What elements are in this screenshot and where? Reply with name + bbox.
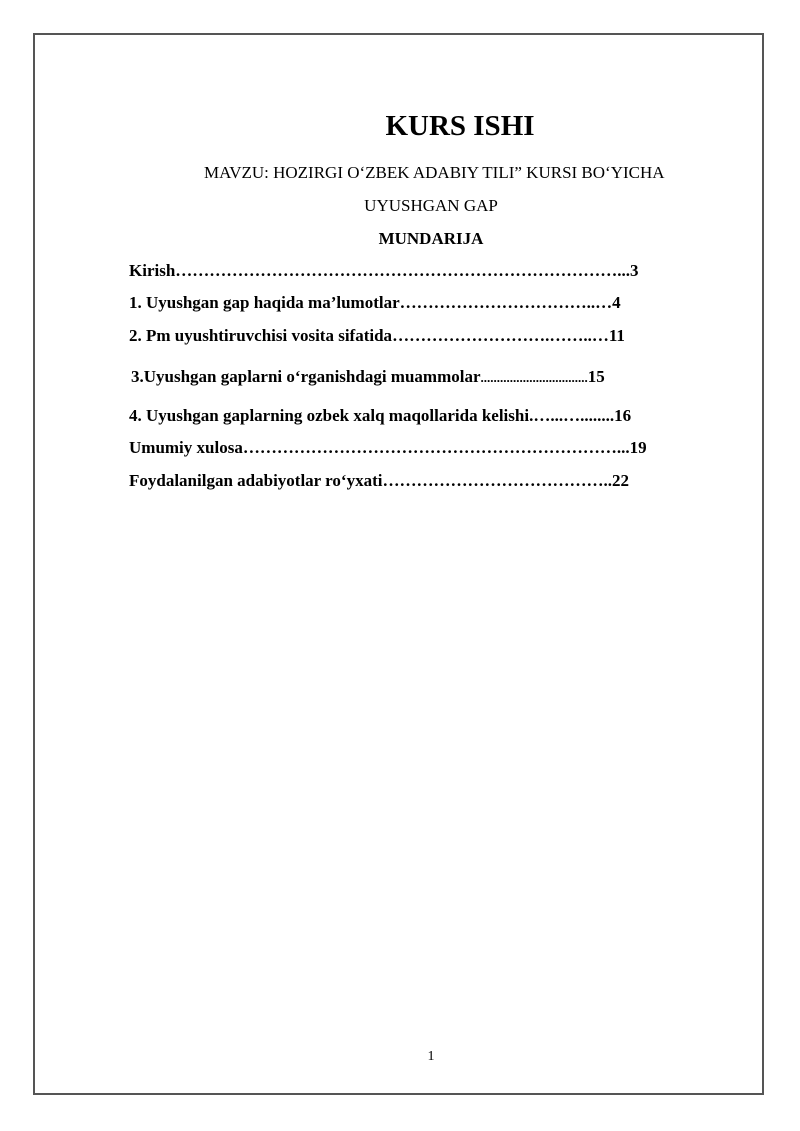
toc-page: 19	[629, 438, 647, 457]
toc-leader: …………………………………………………………...	[242, 438, 630, 457]
toc-entry-1	[129, 292, 621, 314]
toc-entry-4	[129, 405, 631, 427]
topic-line-2: UYUSHGAN GAP	[364, 196, 498, 215]
toc-entry-text: 1. Uyushgan gap haqida ma’lumotlar	[129, 293, 400, 312]
toc-entry-text: Umumiy xulosa	[129, 438, 243, 457]
toc-leader: .…...…........	[529, 406, 615, 425]
toc-entry-conclusion	[129, 437, 647, 459]
toc-page: 22	[611, 471, 629, 490]
toc-page: 3	[630, 261, 639, 280]
toc-page: 16	[614, 406, 632, 425]
toc-entry-3	[131, 366, 605, 389]
toc-entry-text: Foydalanilgan adabiyotlar ro‘yxati	[129, 471, 383, 490]
toc-entry-text: 3.Uyushgan gaplarni o‘rganishdagi muammolar	[131, 367, 481, 386]
toc-entry-text: 4. Uyushgan gaplarning ozbek xalq maqollarida kelishi	[129, 406, 530, 425]
page-frame	[33, 33, 764, 1095]
toc-entry-text: 2. Pm uyushtiruvchisi vosita sifatida	[129, 326, 393, 345]
toc-leader: ……………………………..…	[399, 293, 613, 312]
toc-page: 11	[608, 326, 625, 345]
toc-page: 4	[612, 293, 621, 312]
toc-leader: ……………………….……..…	[392, 326, 609, 345]
toc-entry-text: Kirish	[129, 261, 176, 280]
toc-heading: MUNDARIJA	[378, 229, 484, 248]
toc-entry-references	[129, 470, 629, 492]
topic-line-1: MAVZU: HOZIRGI O‘ZBEK ADABIY TILI” KURSI BO‘YICHA	[204, 163, 665, 182]
document-title: KURS ISHI	[385, 110, 535, 142]
toc-page: 15	[587, 367, 605, 386]
toc-entry-2	[129, 325, 625, 347]
toc-entry-intro	[129, 260, 639, 282]
toc-leader: ……………………………………………………………………...	[175, 261, 631, 280]
toc-leader: .................................	[480, 370, 588, 385]
toc-leader: …………………………………..	[382, 471, 612, 490]
page-number: 1	[427, 1049, 435, 1064]
